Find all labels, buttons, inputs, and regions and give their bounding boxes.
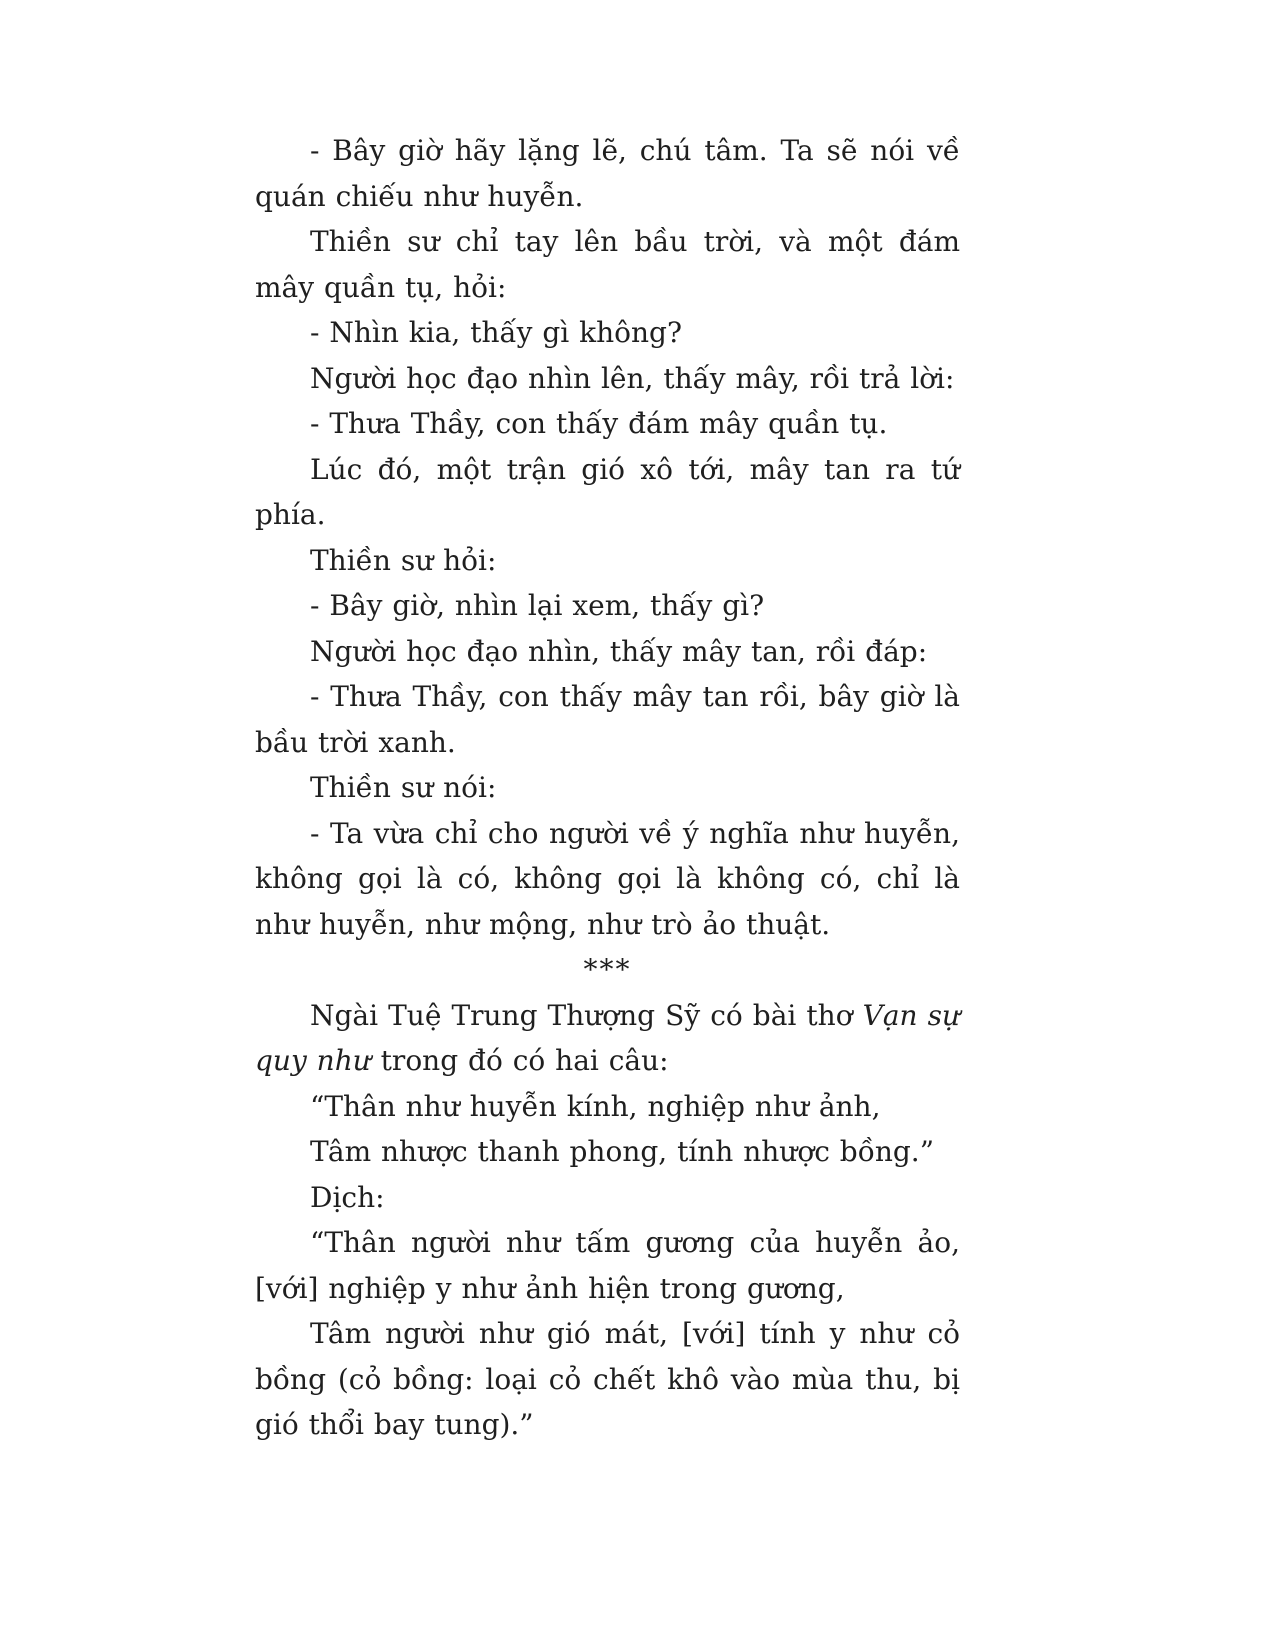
poem-line: “Thân như huyễn kính, nghiệp như ảnh, (310, 1089, 881, 1123)
paragraph: - Nhìn kia, thấy gì không? (310, 316, 682, 349)
paragraph: Người học đạo nhìn lên, thấy mây, rồi trả lời: (310, 361, 955, 395)
paragraph: - Bây giờ hãy lặng lẽ, chú tâm. Ta sẽ nói về quán chiếu như huyễn. (255, 134, 960, 213)
poem-line: Tâm nhược thanh phong, tính nhược bồng.” (310, 1135, 935, 1168)
translation-paragraph: “Thân người như tấm gương của huyễn ảo, [với] nghiệp y như ảnh hiện trong gương, (255, 1226, 960, 1305)
translation-paragraph: Tâm người như gió mát, [với] tính y như cỏ bồng (cỏ bồng: loại cỏ chết khô vào mùa thu, bị gió thổi bay tung).” (255, 1317, 960, 1441)
poem-title: Vạn sự quy như (255, 998, 961, 1077)
poem-intro-text-after: trong đó có hai câu: (370, 1044, 669, 1077)
poem-intro-text-before: Ngài Tuệ Trung Thượng Sỹ có bài thơ (310, 998, 863, 1032)
section-separator: *** (583, 953, 632, 986)
paragraph: Thiền sư nói: (310, 771, 497, 804)
paragraph: - Thưa Thầy, con thấy mây tan rồi, bây giờ là bầu trời xanh. (255, 680, 960, 759)
paragraph: Thiền sư hỏi: (310, 543, 497, 577)
paragraph: - Thưa Thầy, con thấy đám mây quần tụ. (310, 407, 888, 440)
paragraph: Lúc đó, một trận gió xô tới, mây tan ra tứ phía. (255, 452, 960, 531)
poem-intro-paragraph (255, 993, 960, 1084)
paragraph: - Bây giờ, nhìn lại xem, thấy gì? (310, 589, 765, 622)
paragraph: Thiền sư chỉ tay lên bầu trời, và một đám mây quần tụ, hỏi: (255, 225, 960, 304)
paragraph: Người học đạo nhìn, thấy mây tan, rồi đáp: (310, 634, 928, 668)
paragraph: - Ta vừa chỉ cho người về ý nghĩa như huyễn, không gọi là có, không gọi là không có, chỉ là như huyễn, như mộng, như trò ảo thuật. (255, 816, 960, 941)
dich-label: Dịch: (310, 1180, 385, 1214)
